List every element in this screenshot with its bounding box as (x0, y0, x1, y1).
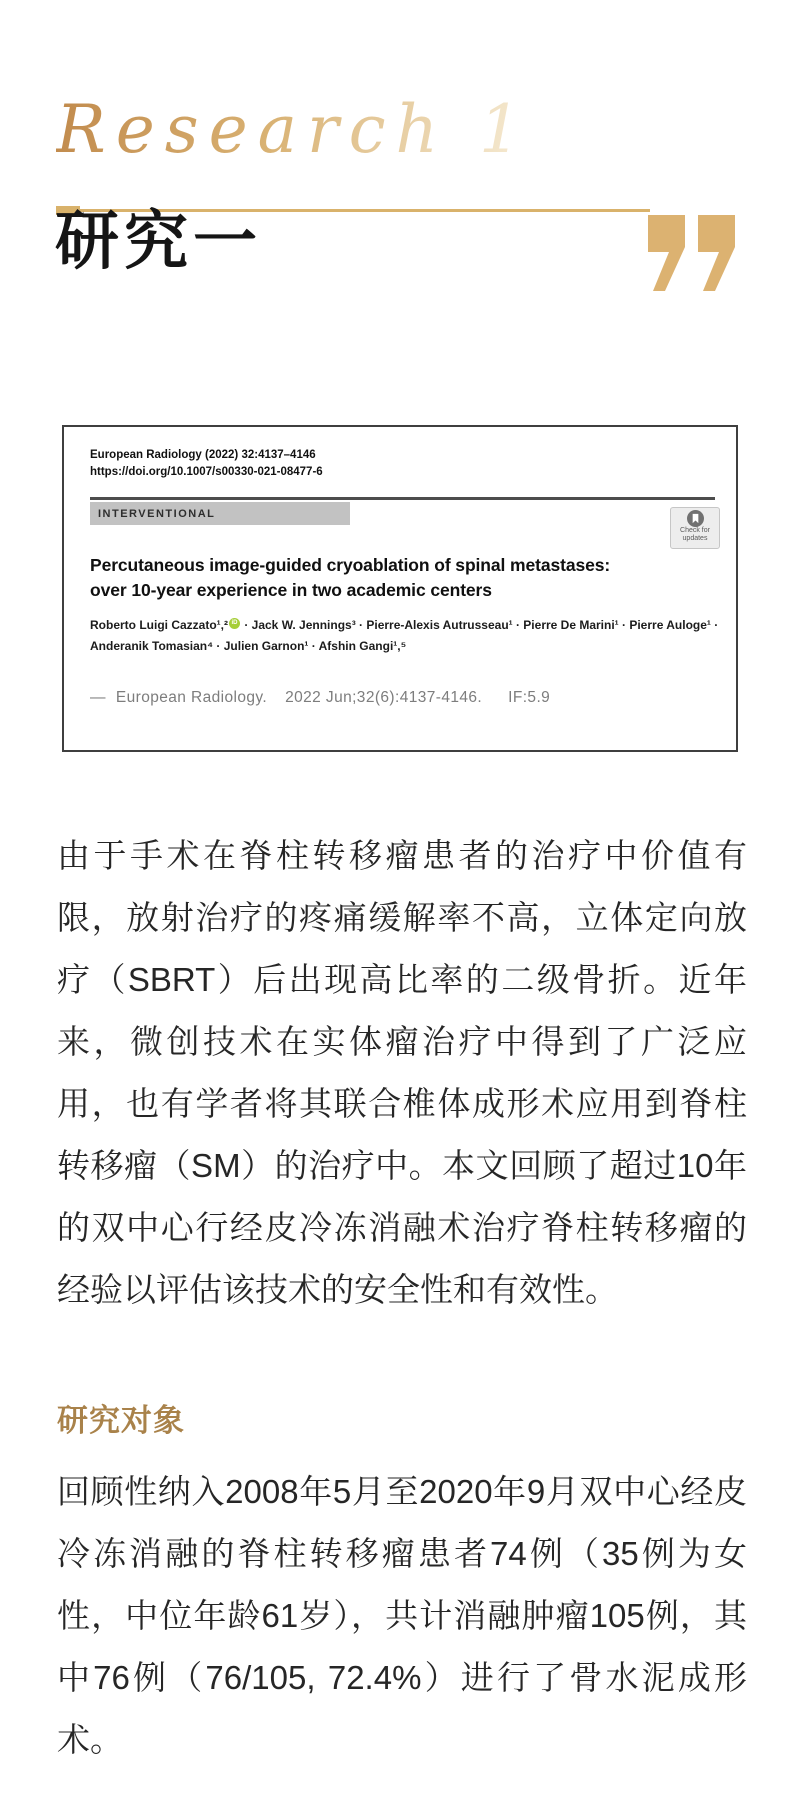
study-subjects-paragraph: 回顾性纳入2008年5月至2020年9月双中心经皮冷冻消融的脊柱转移瘤患者74例（35例为女性，中位年龄61岁），共计消融肿瘤105例，其中76例（76/105, 72.4%）进行了骨水泥成形术。 (57, 1473, 747, 1758)
authors-line-1: Roberto Luigi Cazzato¹,² iD · Jack W. Jennings³ · Pierre-Alexis Autrusseau¹ · Pierre De Marini¹ · Pierre Auloge¹ · (90, 618, 719, 632)
section-label: INTERVENTIONAL (98, 507, 216, 520)
paper-title-line-2: over 10-year experience in two academic centers (90, 580, 492, 600)
paper-title (90, 553, 610, 603)
journal-volume-line: European Radiology (2022) 32:4137–4146 (90, 449, 316, 461)
script-title: Research 1 (56, 91, 532, 168)
doi-link: https://doi.org/10.1007/s00330-021-08477-6 (90, 466, 323, 478)
quote-icon (648, 215, 740, 296)
check-badge-label-1: Check for (680, 527, 710, 534)
check-for-updates-button[interactable] (670, 507, 720, 549)
citation-issue: 2022 Jun;32(6):4137-4146. (285, 689, 483, 706)
citation-impact-factor: IF:5.9 (508, 689, 551, 706)
authors-line-2: Anderanik Tomasian⁴ · Julien Garnon¹ · Afshin Gangi¹,⁵ (90, 639, 407, 653)
header-rule (90, 497, 715, 500)
page-title: 研究一 (55, 206, 262, 277)
section-heading-study-subjects: 研究对象 (57, 1403, 185, 1438)
orcid-icon: iD (229, 618, 240, 629)
citation-dash: — (90, 689, 106, 706)
intro-paragraph: 由于手术在脊柱转移瘤患者的治疗中价值有限，放射治疗的疼痛缓解率不高，立体定向放疗（SBRT）后出现高比率的二级骨折。近年来，微创技术在实体瘤治疗中得到了广泛应用，也有学者将其联合椎体成形术应用到脊柱转移瘤（SM）的治疗中。本文回顾了超过10年的双中心行经皮冷冻消融术治疗脊柱转移瘤的经验以评估该技术的安全性和有效性。 (57, 837, 747, 1308)
paper-authors (90, 615, 718, 657)
citation-journal: European Radiology. (115, 689, 268, 706)
check-badge-label-2: updates (682, 535, 708, 542)
citation-line (90, 689, 550, 707)
bookmark-icon (687, 510, 704, 527)
section-label-bar (90, 502, 350, 525)
paper-card (62, 425, 738, 752)
paper-title-line-1: Percutaneous image-guided cryoablation of spinal metastases: (90, 555, 611, 575)
